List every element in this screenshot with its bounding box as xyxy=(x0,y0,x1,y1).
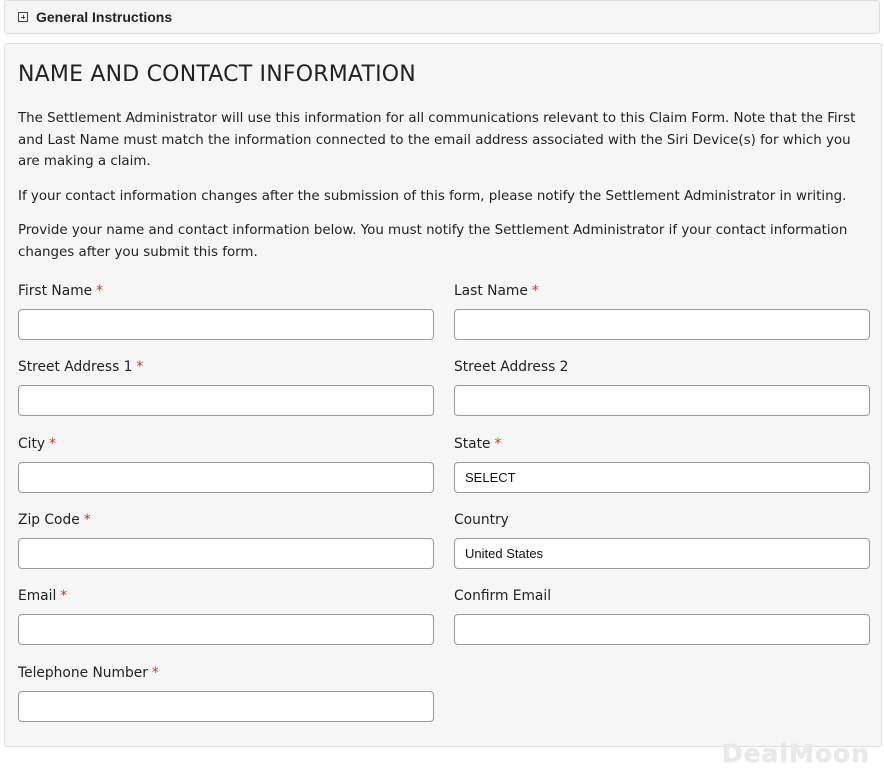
country-label: Country xyxy=(454,512,509,528)
street-address-1-label: Street Address 1 * xyxy=(18,359,144,375)
last-name-label: Last Name * xyxy=(454,283,539,299)
instructions-paragraph: Provide your name and contact information below. You must notify the Settlement Administrator if your contact information changes after you submit this form. xyxy=(18,223,848,260)
state-select[interactable] xyxy=(454,462,870,493)
city-label: City * xyxy=(18,436,56,452)
plus-box-icon[interactable] xyxy=(18,12,28,22)
required-marker: * xyxy=(60,588,68,604)
street-address-2-label: Street Address 2 xyxy=(454,359,569,375)
first-name-label: First Name * xyxy=(18,283,104,299)
zip-code-input[interactable] xyxy=(18,538,434,569)
telephone-number-label: Telephone Number * xyxy=(18,665,159,681)
state-label: State * xyxy=(454,436,502,452)
required-marker: * xyxy=(96,283,104,299)
street-address-2-input[interactable] xyxy=(454,385,870,416)
contact-info-panel xyxy=(4,43,882,747)
country-select-value: United States xyxy=(465,546,544,561)
dealmoon-watermark: DealMoon xyxy=(721,739,870,768)
street-address-1-input[interactable] xyxy=(18,385,434,416)
city-input[interactable] xyxy=(18,462,434,493)
first-name-input[interactable] xyxy=(18,309,434,340)
notify-paragraph: If your contact information changes after the submission of this form, please notify the Settlement Administrator in writing. xyxy=(18,189,847,204)
section-title: NAME AND CONTACT INFORMATION xyxy=(18,62,416,87)
confirm-email-label: Confirm Email xyxy=(454,588,552,604)
required-marker: * xyxy=(494,436,502,452)
required-marker: * xyxy=(83,512,91,528)
accordion-title[interactable]: General Instructions xyxy=(36,9,173,25)
email-input[interactable] xyxy=(18,614,434,645)
confirm-email-input[interactable] xyxy=(454,614,870,645)
country-select[interactable] xyxy=(454,538,870,569)
last-name-input[interactable] xyxy=(454,309,870,340)
zip-code-label: Zip Code * xyxy=(18,512,91,528)
telephone-number-input[interactable] xyxy=(18,691,434,722)
required-marker: * xyxy=(49,436,56,452)
state-select-value: SELECT xyxy=(465,470,516,485)
email-label: Email * xyxy=(18,588,68,604)
intro-paragraph: The Settlement Administrator will use this information for all communications relevant to this Claim Form. Note that the First and Last Name must match the information connected to the email address associated with the Siri Device(s) for which you are making a claim. xyxy=(18,111,856,169)
required-marker: * xyxy=(531,283,539,299)
general-instructions-accordion[interactable] xyxy=(4,0,880,34)
required-marker: * xyxy=(136,359,144,375)
required-marker: * xyxy=(151,665,159,681)
